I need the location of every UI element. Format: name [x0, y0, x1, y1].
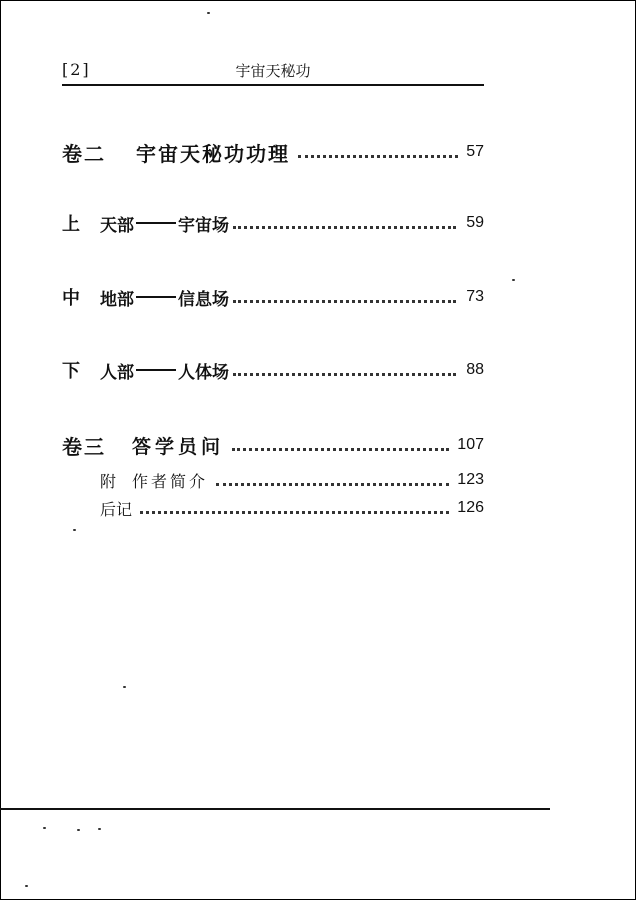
toc-entry-middle[interactable]	[62, 284, 484, 310]
scan-speck	[73, 529, 76, 531]
part-marker: 上	[62, 214, 80, 235]
field-name: 信息场	[178, 289, 229, 310]
dot-leader	[233, 226, 456, 229]
section-name: 人部	[100, 362, 134, 383]
toc-entry-appendix[interactable]	[100, 468, 484, 492]
scan-speck	[123, 686, 126, 688]
footer-rule	[0, 808, 550, 810]
header-rule	[62, 84, 484, 86]
entry-page: 126	[457, 499, 484, 516]
appendix-marker: 附	[100, 471, 119, 491]
toc-entry-volume-2[interactable]	[62, 138, 484, 166]
part-marker: 下	[62, 361, 80, 382]
book-title: 宇宙天秘功	[235, 62, 311, 80]
em-dash	[136, 369, 176, 371]
volume-marker: 卷三	[62, 434, 106, 459]
dot-leader	[140, 511, 449, 514]
running-header	[62, 58, 484, 82]
entry-title: 作者简介	[132, 471, 209, 491]
page-number: [2]	[62, 60, 91, 79]
field-name: 宇宙场	[178, 215, 229, 236]
part-marker: 中	[62, 288, 80, 309]
toc-entry-upper[interactable]	[62, 210, 484, 236]
dot-leader	[216, 483, 449, 486]
scan-speck	[77, 829, 80, 831]
dot-leader	[233, 300, 456, 303]
em-dash	[136, 222, 176, 224]
dot-leader	[233, 373, 456, 376]
toc-entry-volume-3[interactable]	[62, 431, 484, 459]
scan-speck	[25, 885, 28, 887]
section-name: 地部	[100, 289, 134, 310]
dot-leader	[298, 155, 458, 158]
entry-title: 后记	[100, 499, 133, 519]
entry-page: 123	[457, 471, 484, 488]
entry-title: 宇宙天秘功功理	[136, 141, 290, 166]
entry-page: 57	[466, 143, 484, 160]
em-dash	[136, 296, 176, 298]
entry-page: 59	[466, 214, 484, 231]
field-name: 人体场	[178, 362, 229, 383]
scan-speck	[98, 828, 101, 830]
entry-page: 73	[466, 288, 484, 305]
volume-marker: 卷二	[62, 141, 106, 166]
dot-leader	[232, 448, 449, 451]
section-name: 天部	[100, 215, 134, 236]
entry-title: 答学员问	[132, 435, 225, 458]
toc-entry-lower[interactable]	[62, 357, 484, 383]
entry-page: 88	[466, 361, 484, 378]
entry-page: 107	[457, 436, 484, 453]
toc-entry-afterword[interactable]	[100, 496, 484, 520]
scan-speck	[43, 827, 46, 829]
scan-speck	[512, 279, 515, 281]
scan-speck	[207, 12, 210, 14]
